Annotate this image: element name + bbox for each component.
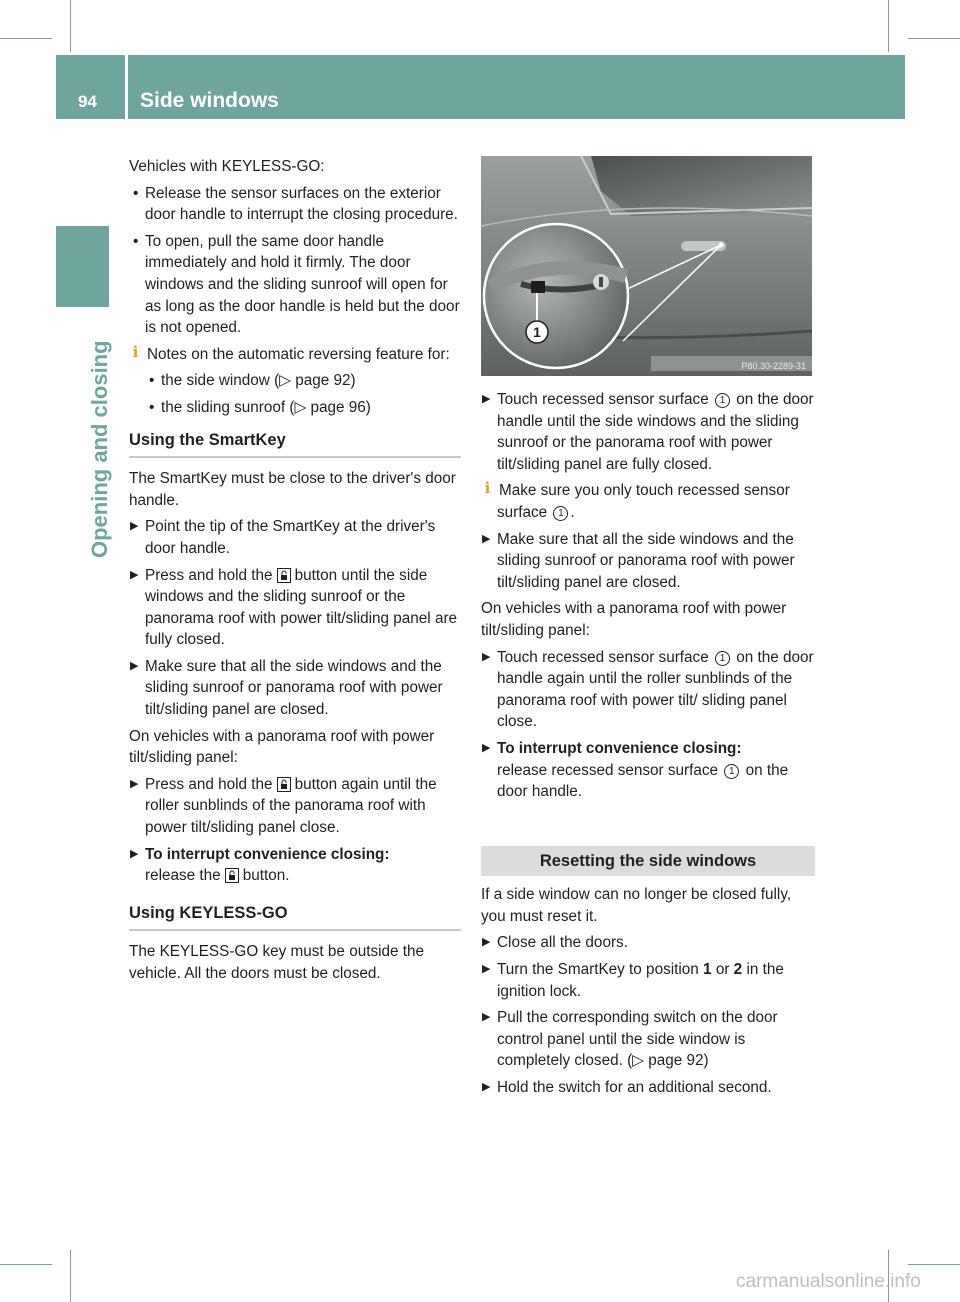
step-text: in the ignition lock. xyxy=(497,961,784,1000)
door-handle-figure xyxy=(481,156,812,376)
lock-button-icon xyxy=(225,868,239,883)
step-text: or xyxy=(715,961,730,979)
step-item xyxy=(481,647,815,733)
watermark: carmanualsonline.info xyxy=(736,1271,921,1292)
step-text: on the door handle again until the roller sunblinds of the panorama roof with power tilt/ sliding panel close. xyxy=(497,648,814,731)
door-illustration xyxy=(481,156,812,376)
arrow-icon: ▶ xyxy=(482,393,491,405)
step-item xyxy=(129,774,461,839)
heading-smartkey: Using the SmartKey xyxy=(129,430,461,459)
step-text: release recessed sensor surface xyxy=(497,761,719,779)
step-text: Point the tip of the SmartKey at the driver's door handle. xyxy=(145,518,436,557)
info-icon: i xyxy=(481,482,494,495)
step-item xyxy=(129,844,461,887)
arrow-icon: ▶ xyxy=(130,568,139,581)
bullet-item: • Release the sensor surfaces on the exterior door handle to interrupt the closing procedure. xyxy=(129,183,461,226)
step-text: button. xyxy=(242,867,290,885)
step-item xyxy=(481,1007,815,1072)
crop-mark xyxy=(70,0,71,52)
step-text: Make sure that all the side windows and the sliding sunroof or panorama roof with power tilt/sliding panel are closed. xyxy=(497,530,795,591)
right-column xyxy=(481,389,815,1104)
step-item xyxy=(481,738,815,803)
step-item xyxy=(481,932,815,954)
reset-heading: Resetting the side windows xyxy=(481,846,815,877)
arrow-icon: ▶ xyxy=(482,532,491,545)
step-text: Touch recessed sensor surface xyxy=(497,648,709,666)
arrow-icon: ▶ xyxy=(130,777,139,790)
step-text: Turn the SmartKey to position xyxy=(497,961,699,979)
bullet-item: • To open, pull the same door handle immediately and hold it firmly. The door windows and the sliding sunroof will open for as long as the door handle is held but the door is not opened. xyxy=(129,231,461,339)
step-text: on the door handle. xyxy=(497,761,789,801)
step-text: Touch recessed sensor surface xyxy=(497,391,709,408)
crop-mark xyxy=(0,1264,52,1265)
arrow-icon: ▶ xyxy=(482,1011,491,1024)
step-item xyxy=(481,529,815,594)
smartkey-text: The SmartKey must be close to the driver's door handle. xyxy=(129,470,456,509)
crop-mark xyxy=(908,1264,960,1265)
left-column xyxy=(129,156,461,990)
step-item xyxy=(481,389,815,475)
step-text: Press and hold the xyxy=(145,775,273,793)
step-item xyxy=(129,565,461,651)
callout-1-icon: 1 xyxy=(715,651,730,666)
heading-keyless: Using KEYLESS-GO xyxy=(129,903,461,932)
note-text: Notes on the automatic reversing feature for: xyxy=(147,345,450,363)
info-icon: i xyxy=(129,346,142,359)
crop-mark xyxy=(0,38,52,39)
step-text: button again until the roller sunblinds of the panorama roof with power tilt/sliding panel close. xyxy=(145,775,437,837)
intro-text: Vehicles with KEYLESS-GO: xyxy=(129,158,325,175)
step-text: Press and hold the xyxy=(145,566,273,584)
crop-mark xyxy=(70,1250,71,1302)
arrow-icon: ▶ xyxy=(482,1081,491,1094)
interrupt-label: To interrupt convenience closing: xyxy=(497,739,742,757)
arrow-icon: ▶ xyxy=(482,963,491,976)
arrow-icon: ▶ xyxy=(482,741,491,754)
keyless-text: The KEYLESS-GO key must be outside the vehicle. All the doors must be closed. xyxy=(129,943,425,982)
position-2: 2 xyxy=(733,961,743,979)
interrupt-label: To interrupt convenience closing: xyxy=(145,845,390,863)
arrow-icon: ▶ xyxy=(130,659,139,672)
crop-mark xyxy=(888,0,889,52)
arrow-icon: ▶ xyxy=(130,520,139,533)
header-divider xyxy=(125,55,128,119)
note-bullet: • the sliding sunroof (▷ page 96) xyxy=(129,397,461,419)
page-number: 94 xyxy=(78,92,97,111)
step-item xyxy=(481,959,815,1002)
callout-1-icon: 1 xyxy=(553,506,568,521)
panorama-text: On vehicles with a panorama roof with power tilt/sliding panel: xyxy=(481,600,787,639)
step-item xyxy=(129,656,461,721)
step-text: Hold the switch for an additional second. xyxy=(497,1079,772,1097)
callout-1-icon: 1 xyxy=(715,393,730,408)
figure-code: P80.30-2289-31 xyxy=(741,361,806,371)
section-title: Side windows xyxy=(140,89,279,112)
step-text: release the xyxy=(145,867,221,885)
note-text: Make sure you only touch recessed sensor surface xyxy=(497,482,790,521)
chapter-tab: Opening and closing xyxy=(87,340,112,558)
lock-button-icon xyxy=(277,568,291,583)
lock-button-icon xyxy=(277,777,291,792)
info-note xyxy=(481,480,815,523)
step-text: Pull the corresponding switch on the door control panel until the side window is completely closed. (▷ page 92) xyxy=(497,1009,778,1070)
note-bullet: • the side window (▷ page 92) xyxy=(129,370,461,392)
position-1: 1 xyxy=(703,961,712,979)
side-tab-block xyxy=(56,226,109,307)
note-text: . xyxy=(570,503,575,521)
step-item xyxy=(129,516,461,559)
callout-1-icon: 1 xyxy=(724,764,739,779)
figure-callout: 1 xyxy=(533,324,541,340)
step-text: on the door handle until the side windows and the sliding sunroof or the panorama roof with power tilt/sliding panel are fully closed. xyxy=(497,391,814,473)
arrow-icon: ▶ xyxy=(482,650,491,663)
arrow-icon: ▶ xyxy=(482,936,491,949)
reset-text: If a side window can no longer be closed fully, you must reset it. xyxy=(481,886,792,925)
arrow-icon: ▶ xyxy=(130,847,139,860)
step-text: button until the side windows and the sliding sunroof or the panorama roof with power tilt/sliding panel are fully closed. xyxy=(145,566,458,649)
panorama-text: On vehicles with a panorama roof with power tilt/sliding panel: xyxy=(129,727,435,767)
step-text: Close all the doors. xyxy=(497,934,628,952)
info-note xyxy=(129,344,461,366)
crop-mark xyxy=(908,38,960,39)
step-item xyxy=(481,1077,815,1099)
step-text: Make sure that all the side windows and the sliding sunroof or panorama roof with power tilt/sliding panel are closed. xyxy=(145,657,443,719)
